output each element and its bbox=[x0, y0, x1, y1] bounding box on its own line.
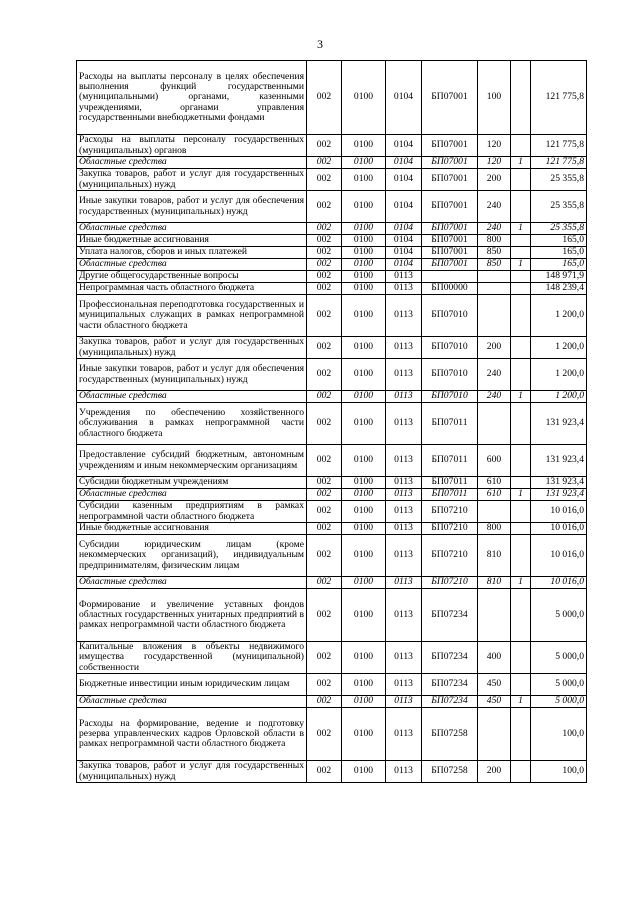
row-name-cell: Расходы на выплаты персоналу в целях обеспечения выполнения функций государственными (муниципальными) органами, казенными учреждениями, органами управления государственными внебюджетными фондами bbox=[77, 61, 307, 135]
table-row bbox=[77, 191, 587, 223]
row-ved-cell: 002 bbox=[307, 535, 342, 577]
row-ist-cell bbox=[511, 501, 531, 523]
row-ved-cell: 002 bbox=[307, 489, 342, 501]
row-csr-cell: БП07001 bbox=[422, 157, 478, 169]
row-vr-cell: 240 bbox=[478, 359, 511, 391]
row-ist-cell bbox=[511, 295, 531, 337]
row-sum-cell: 131 923,4 bbox=[531, 445, 587, 477]
row-name-cell: Областные средства bbox=[77, 489, 307, 501]
table-row bbox=[77, 157, 587, 169]
row-vr-cell: 400 bbox=[478, 642, 511, 674]
row-pr-cell: 0113 bbox=[386, 696, 422, 708]
row-pr-cell: 0104 bbox=[386, 247, 422, 259]
row-sum-cell: 100,0 bbox=[531, 761, 587, 783]
row-ist-cell bbox=[511, 642, 531, 674]
row-ist-cell bbox=[511, 708, 531, 761]
row-vr-cell: 120 bbox=[478, 135, 511, 157]
row-name-cell: Областные средства bbox=[77, 157, 307, 169]
row-ved-cell: 002 bbox=[307, 223, 342, 235]
row-csr-cell: БП07011 bbox=[422, 489, 478, 501]
row-sum-cell: 1 200,0 bbox=[531, 295, 587, 337]
row-pr-cell: 0113 bbox=[386, 535, 422, 577]
row-csr-cell: БП07234 bbox=[422, 674, 478, 696]
row-sum-cell: 25 355,8 bbox=[531, 169, 587, 191]
row-csr-cell: БП07210 bbox=[422, 501, 478, 523]
row-vr-cell bbox=[478, 708, 511, 761]
row-vr-cell bbox=[478, 589, 511, 642]
row-ved-cell: 002 bbox=[307, 169, 342, 191]
row-ved-cell: 002 bbox=[307, 708, 342, 761]
row-ved-cell: 002 bbox=[307, 283, 342, 295]
row-pr-cell: 0113 bbox=[386, 577, 422, 589]
row-name-cell: Иные закупки товаров, работ и услуг для обеспечения государственных (муниципальных) нужд bbox=[77, 359, 307, 391]
budget-table bbox=[76, 60, 587, 783]
row-rz-cell: 0100 bbox=[342, 61, 386, 135]
row-name-cell: Непрограммная часть областного бюджета bbox=[77, 283, 307, 295]
row-pr-cell: 0113 bbox=[386, 501, 422, 523]
row-name-cell: Бюджетные инвестиции иным юридическим лицам bbox=[77, 674, 307, 696]
row-vr-cell: 200 bbox=[478, 761, 511, 783]
row-vr-cell: 200 bbox=[478, 169, 511, 191]
row-vr-cell bbox=[478, 271, 511, 283]
row-vr-cell: 800 bbox=[478, 523, 511, 535]
table-row bbox=[77, 501, 587, 523]
row-vr-cell: 100 bbox=[478, 61, 511, 135]
row-ist-cell bbox=[511, 135, 531, 157]
row-pr-cell: 0113 bbox=[386, 523, 422, 535]
row-ved-cell: 002 bbox=[307, 477, 342, 489]
row-pr-cell: 0113 bbox=[386, 295, 422, 337]
row-sum-cell: 165,0 bbox=[531, 235, 587, 247]
row-rz-cell: 0100 bbox=[342, 157, 386, 169]
table-row bbox=[77, 359, 587, 391]
row-ist-cell: 1 bbox=[511, 489, 531, 501]
table-row bbox=[77, 337, 587, 359]
row-pr-cell: 0104 bbox=[386, 157, 422, 169]
row-sum-cell: 5 000,0 bbox=[531, 696, 587, 708]
table-row bbox=[77, 247, 587, 259]
row-ist-cell bbox=[511, 445, 531, 477]
row-vr-cell: 850 bbox=[478, 247, 511, 259]
row-vr-cell: 810 bbox=[478, 577, 511, 589]
row-rz-cell: 0100 bbox=[342, 235, 386, 247]
row-sum-cell: 100,0 bbox=[531, 708, 587, 761]
table-row bbox=[77, 235, 587, 247]
row-name-cell: Иные бюджетные ассигнования bbox=[77, 235, 307, 247]
row-ved-cell: 002 bbox=[307, 523, 342, 535]
row-sum-cell: 1 200,0 bbox=[531, 391, 587, 403]
row-sum-cell: 1 200,0 bbox=[531, 359, 587, 391]
row-ved-cell: 002 bbox=[307, 359, 342, 391]
row-vr-cell: 120 bbox=[478, 157, 511, 169]
row-rz-cell: 0100 bbox=[342, 191, 386, 223]
row-sum-cell: 165,0 bbox=[531, 247, 587, 259]
row-csr-cell: БП07010 bbox=[422, 359, 478, 391]
row-vr-cell: 610 bbox=[478, 477, 511, 489]
table-row bbox=[77, 259, 587, 271]
row-csr-cell: БП07258 bbox=[422, 761, 478, 783]
row-csr-cell: БП07011 bbox=[422, 403, 478, 445]
row-rz-cell: 0100 bbox=[342, 445, 386, 477]
row-sum-cell: 148 971,9 bbox=[531, 271, 587, 283]
row-ist-cell bbox=[511, 403, 531, 445]
table-row bbox=[77, 403, 587, 445]
table-row bbox=[77, 169, 587, 191]
table-row bbox=[77, 477, 587, 489]
row-csr-cell: БП07001 bbox=[422, 247, 478, 259]
row-sum-cell: 10 016,0 bbox=[531, 501, 587, 523]
row-name-cell: Расходы на формирование, ведение и подготовку резерва управленческих кадров Орловской области в рамках непрограммной части областного бюджета bbox=[77, 708, 307, 761]
row-ved-cell: 002 bbox=[307, 337, 342, 359]
row-rz-cell: 0100 bbox=[342, 577, 386, 589]
row-ved-cell: 002 bbox=[307, 247, 342, 259]
row-csr-cell: БП07011 bbox=[422, 477, 478, 489]
row-ist-cell bbox=[511, 271, 531, 283]
row-ved-cell: 002 bbox=[307, 501, 342, 523]
row-ist-cell: 1 bbox=[511, 577, 531, 589]
row-ist-cell bbox=[511, 589, 531, 642]
row-ist-cell: 1 bbox=[511, 157, 531, 169]
row-name-cell: Областные средства bbox=[77, 696, 307, 708]
row-ved-cell: 002 bbox=[307, 259, 342, 271]
row-name-cell: Областные средства bbox=[77, 577, 307, 589]
row-vr-cell: 600 bbox=[478, 445, 511, 477]
row-rz-cell: 0100 bbox=[342, 708, 386, 761]
row-csr-cell: БП07010 bbox=[422, 295, 478, 337]
row-rz-cell: 0100 bbox=[342, 674, 386, 696]
row-vr-cell: 850 bbox=[478, 259, 511, 271]
row-pr-cell: 0113 bbox=[386, 391, 422, 403]
row-rz-cell: 0100 bbox=[342, 642, 386, 674]
row-name-cell: Предоставление субсидий бюджетным, автономным учреждениям и иным некоммерческим организациям bbox=[77, 445, 307, 477]
row-name-cell: Учреждения по обеспечению хозяйственного обслуживания в рамках непрограммной части областного бюджета bbox=[77, 403, 307, 445]
row-name-cell: Закупка товаров, работ и услуг для государственных (муниципальных) нужд bbox=[77, 761, 307, 783]
row-ist-cell: 1 bbox=[511, 259, 531, 271]
row-rz-cell: 0100 bbox=[342, 696, 386, 708]
row-ist-cell: 1 bbox=[511, 223, 531, 235]
row-pr-cell: 0113 bbox=[386, 589, 422, 642]
row-pr-cell: 0104 bbox=[386, 169, 422, 191]
row-ist-cell bbox=[511, 235, 531, 247]
row-sum-cell: 131 923,4 bbox=[531, 403, 587, 445]
table-row bbox=[77, 295, 587, 337]
row-ved-cell: 002 bbox=[307, 391, 342, 403]
row-rz-cell: 0100 bbox=[342, 271, 386, 283]
row-pr-cell: 0104 bbox=[386, 61, 422, 135]
row-rz-cell: 0100 bbox=[342, 169, 386, 191]
row-name-cell: Формирование и увеличение уставных фондов областных государственных унитарных предприятий в рамках непрограммной части областного бюджета bbox=[77, 589, 307, 642]
table-row bbox=[77, 642, 587, 674]
row-sum-cell: 1 200,0 bbox=[531, 337, 587, 359]
row-sum-cell: 121 775,8 bbox=[531, 135, 587, 157]
row-ved-cell: 002 bbox=[307, 403, 342, 445]
row-rz-cell: 0100 bbox=[342, 223, 386, 235]
row-rz-cell: 0100 bbox=[342, 501, 386, 523]
row-name-cell: Областные средства bbox=[77, 223, 307, 235]
row-sum-cell: 131 923,4 bbox=[531, 489, 587, 501]
row-rz-cell: 0100 bbox=[342, 589, 386, 642]
row-csr-cell: БП07210 bbox=[422, 535, 478, 577]
row-sum-cell: 25 355,8 bbox=[531, 223, 587, 235]
row-sum-cell: 121 775,8 bbox=[531, 157, 587, 169]
row-vr-cell bbox=[478, 295, 511, 337]
table-row bbox=[77, 589, 587, 642]
row-pr-cell: 0113 bbox=[386, 477, 422, 489]
row-sum-cell: 10 016,0 bbox=[531, 523, 587, 535]
row-ist-cell bbox=[511, 61, 531, 135]
row-ist-cell bbox=[511, 169, 531, 191]
table-row bbox=[77, 391, 587, 403]
row-csr-cell: БП07011 bbox=[422, 445, 478, 477]
table-row bbox=[77, 523, 587, 535]
table-row bbox=[77, 708, 587, 761]
row-csr-cell: БП07234 bbox=[422, 642, 478, 674]
row-rz-cell: 0100 bbox=[342, 295, 386, 337]
row-name-cell: Расходы на выплаты персоналу государственных (муниципальных) органов bbox=[77, 135, 307, 157]
row-pr-cell: 0113 bbox=[386, 642, 422, 674]
row-vr-cell bbox=[478, 283, 511, 295]
row-vr-cell: 800 bbox=[478, 235, 511, 247]
row-name-cell: Субсидии казенным предприятиям в рамках непрограммной части областного бюджета bbox=[77, 501, 307, 523]
row-pr-cell: 0113 bbox=[386, 445, 422, 477]
row-csr-cell: БП07010 bbox=[422, 391, 478, 403]
row-rz-cell: 0100 bbox=[342, 761, 386, 783]
row-pr-cell: 0113 bbox=[386, 674, 422, 696]
row-ist-cell bbox=[511, 477, 531, 489]
row-ved-cell: 002 bbox=[307, 157, 342, 169]
row-ist-cell: 1 bbox=[511, 391, 531, 403]
table-body bbox=[77, 61, 587, 783]
row-csr-cell: БП07001 bbox=[422, 259, 478, 271]
row-vr-cell: 810 bbox=[478, 535, 511, 577]
row-rz-cell: 0100 bbox=[342, 259, 386, 271]
table-row bbox=[77, 761, 587, 783]
row-pr-cell: 0104 bbox=[386, 135, 422, 157]
row-ved-cell: 002 bbox=[307, 642, 342, 674]
row-rz-cell: 0100 bbox=[342, 391, 386, 403]
row-name-cell: Областные средства bbox=[77, 391, 307, 403]
row-csr-cell: БП07001 bbox=[422, 235, 478, 247]
row-rz-cell: 0100 bbox=[342, 477, 386, 489]
row-name-cell: Другие общегосударственные вопросы bbox=[77, 271, 307, 283]
row-pr-cell: 0104 bbox=[386, 191, 422, 223]
row-csr-cell: БП07010 bbox=[422, 337, 478, 359]
table-row bbox=[77, 674, 587, 696]
row-rz-cell: 0100 bbox=[342, 535, 386, 577]
row-ved-cell: 002 bbox=[307, 696, 342, 708]
row-vr-cell: 200 bbox=[478, 337, 511, 359]
row-rz-cell: 0100 bbox=[342, 283, 386, 295]
row-name-cell: Областные средства bbox=[77, 259, 307, 271]
row-pr-cell: 0113 bbox=[386, 271, 422, 283]
row-ved-cell: 002 bbox=[307, 761, 342, 783]
row-name-cell: Профессиональная переподготовка государственных и муниципальных служащих в рамках непрограммной части областного бюджета bbox=[77, 295, 307, 337]
row-pr-cell: 0113 bbox=[386, 283, 422, 295]
table-row bbox=[77, 283, 587, 295]
row-rz-cell: 0100 bbox=[342, 135, 386, 157]
row-sum-cell: 165,0 bbox=[531, 259, 587, 271]
table-row bbox=[77, 223, 587, 235]
row-csr-cell: БП07001 bbox=[422, 61, 478, 135]
row-csr-cell bbox=[422, 271, 478, 283]
row-sum-cell: 148 239,4 bbox=[531, 283, 587, 295]
row-csr-cell: БП07001 bbox=[422, 135, 478, 157]
row-csr-cell: БП07210 bbox=[422, 523, 478, 535]
row-csr-cell: БП07001 bbox=[422, 191, 478, 223]
row-csr-cell: БП07001 bbox=[422, 169, 478, 191]
row-pr-cell: 0104 bbox=[386, 223, 422, 235]
row-sum-cell: 131 923,4 bbox=[531, 477, 587, 489]
row-name-cell: Закупка товаров, работ и услуг для государственных (муниципальных) нужд bbox=[77, 337, 307, 359]
row-ved-cell: 002 bbox=[307, 135, 342, 157]
row-ved-cell: 002 bbox=[307, 61, 342, 135]
row-csr-cell: БП07210 bbox=[422, 577, 478, 589]
row-rz-cell: 0100 bbox=[342, 489, 386, 501]
row-pr-cell: 0113 bbox=[386, 403, 422, 445]
row-sum-cell: 121 775,8 bbox=[531, 61, 587, 135]
row-sum-cell: 5 000,0 bbox=[531, 642, 587, 674]
row-csr-cell: БП07234 bbox=[422, 589, 478, 642]
row-pr-cell: 0104 bbox=[386, 259, 422, 271]
row-ved-cell: 002 bbox=[307, 589, 342, 642]
row-ist-cell bbox=[511, 191, 531, 223]
row-vr-cell: 450 bbox=[478, 674, 511, 696]
row-name-cell: Иные закупки товаров, работ и услуг для обеспечения государственных (муниципальных) нужд bbox=[77, 191, 307, 223]
row-sum-cell: 25 355,8 bbox=[531, 191, 587, 223]
row-sum-cell: 10 016,0 bbox=[531, 577, 587, 589]
row-rz-cell: 0100 bbox=[342, 359, 386, 391]
row-ist-cell bbox=[511, 535, 531, 577]
row-ist-cell bbox=[511, 761, 531, 783]
row-pr-cell: 0113 bbox=[386, 359, 422, 391]
row-ved-cell: 002 bbox=[307, 674, 342, 696]
row-ist-cell bbox=[511, 247, 531, 259]
row-pr-cell: 0113 bbox=[386, 337, 422, 359]
row-vr-cell bbox=[478, 501, 511, 523]
table-row bbox=[77, 135, 587, 157]
row-ved-cell: 002 bbox=[307, 577, 342, 589]
row-ist-cell: 1 bbox=[511, 696, 531, 708]
row-ved-cell: 002 bbox=[307, 191, 342, 223]
row-ist-cell bbox=[511, 337, 531, 359]
row-rz-cell: 0100 bbox=[342, 247, 386, 259]
row-name-cell: Уплата налогов, сборов и иных платежей bbox=[77, 247, 307, 259]
row-sum-cell: 5 000,0 bbox=[531, 674, 587, 696]
row-csr-cell: БП00000 bbox=[422, 283, 478, 295]
row-vr-cell: 240 bbox=[478, 191, 511, 223]
table-row bbox=[77, 489, 587, 501]
table-row bbox=[77, 271, 587, 283]
row-pr-cell: 0113 bbox=[386, 761, 422, 783]
row-vr-cell: 450 bbox=[478, 696, 511, 708]
row-ist-cell bbox=[511, 283, 531, 295]
row-ved-cell: 002 bbox=[307, 445, 342, 477]
row-pr-cell: 0113 bbox=[386, 708, 422, 761]
row-pr-cell: 0113 bbox=[386, 489, 422, 501]
row-pr-cell: 0104 bbox=[386, 235, 422, 247]
row-ist-cell bbox=[511, 523, 531, 535]
row-vr-cell: 240 bbox=[478, 223, 511, 235]
row-ist-cell bbox=[511, 674, 531, 696]
page-number: 3 bbox=[317, 37, 323, 51]
row-name-cell: Субсидии юридическим лицам (кроме некоммерческих организаций), индивидуальным предпринимателям, физическим лицам bbox=[77, 535, 307, 577]
row-ist-cell bbox=[511, 359, 531, 391]
row-name-cell: Закупка товаров, работ и услуг для государственных (муниципальных) нужд bbox=[77, 169, 307, 191]
table-row bbox=[77, 445, 587, 477]
row-ved-cell: 002 bbox=[307, 295, 342, 337]
row-sum-cell: 5 000,0 bbox=[531, 589, 587, 642]
row-csr-cell: БП07258 bbox=[422, 708, 478, 761]
row-sum-cell: 10 016,0 bbox=[531, 535, 587, 577]
row-name-cell: Капитальные вложения в объекты недвижимого имущества государственной (муниципальной) собственности bbox=[77, 642, 307, 674]
row-ved-cell: 002 bbox=[307, 271, 342, 283]
row-rz-cell: 0100 bbox=[342, 337, 386, 359]
row-name-cell: Иные бюджетные ассигнования bbox=[77, 523, 307, 535]
row-rz-cell: 0100 bbox=[342, 523, 386, 535]
row-csr-cell: БП07234 bbox=[422, 696, 478, 708]
table-row bbox=[77, 696, 587, 708]
table-row bbox=[77, 577, 587, 589]
row-rz-cell: 0100 bbox=[342, 403, 386, 445]
row-vr-cell bbox=[478, 403, 511, 445]
row-ved-cell: 002 bbox=[307, 235, 342, 247]
row-vr-cell: 240 bbox=[478, 391, 511, 403]
table-row bbox=[77, 61, 587, 135]
row-csr-cell: БП07001 bbox=[422, 223, 478, 235]
row-vr-cell: 610 bbox=[478, 489, 511, 501]
row-name-cell: Субсидии бюджетным учреждениям bbox=[77, 477, 307, 489]
table-row bbox=[77, 535, 587, 577]
